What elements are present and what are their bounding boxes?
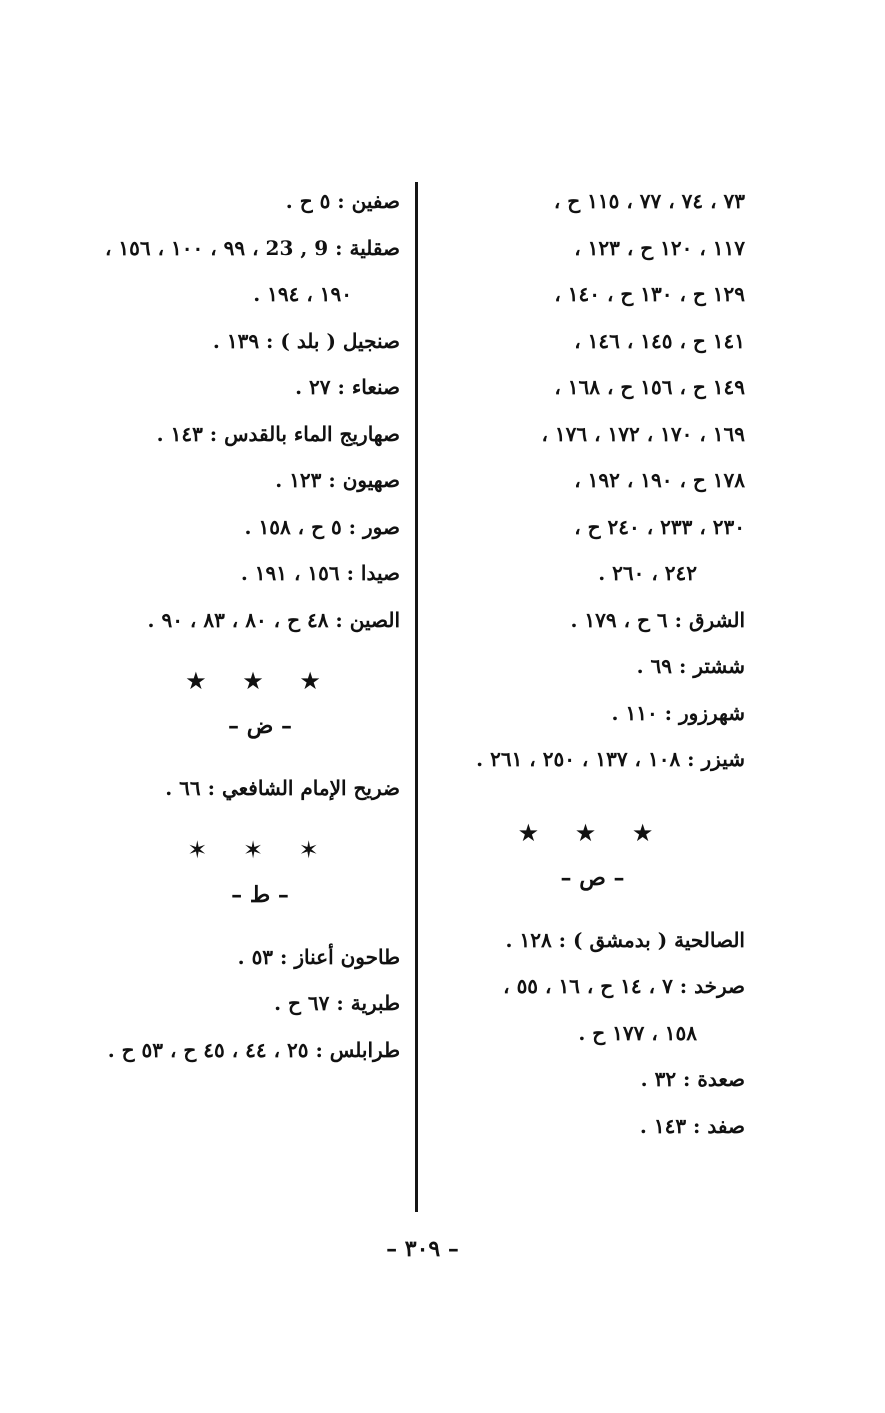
index-entry: صور : ٥ ح ، ١٥٨ . (244, 514, 400, 539)
index-line: ١٤٩ ح ، ١٥٦ ح ، ١٦٨ ، (554, 375, 745, 399)
index-entry: طبرية : ٦٧ ح . (274, 991, 400, 1015)
index-entry: صفين : ٥ ح . (285, 189, 400, 213)
column-divider (415, 182, 418, 1212)
index-entry: طرابلس : ٢٥ ، ٤٤ ، ٤٥ ح ، ٥٣ ح . (107, 1037, 400, 1062)
index-entry: صنجيل ( بلد ) : ١٣٩ . (212, 328, 400, 353)
index-entry: صهيون : ١٢٣ . (275, 468, 400, 492)
index-line: ١٦٩ ، ١٧٠ ، ١٧٢ ، ١٧٦ ، (541, 421, 745, 446)
section-separator-stars: ✶ ✶ ✶ (187, 835, 333, 864)
index-line: ١٢٩ ح ، ١٣٠ ح ، ١٤٠ ، (554, 282, 745, 306)
section-heading-sad: – ص – (560, 864, 625, 891)
index-line: ٢٤٢ ، ٢٦٠ . (598, 561, 697, 585)
index-entry: صعدة : ٣٢ . (640, 1067, 745, 1091)
index-entry: شهرزور : ١١٠ . (611, 700, 745, 725)
index-entry: صيدا : ١٥٦ ، ١٩١ . (240, 561, 400, 585)
index-entry: صنعاء : ٢٧ . (295, 375, 400, 399)
section-heading-dad: – ض – (228, 713, 292, 739)
left-column (90, 178, 400, 1073)
index-line: ١٩٠ ، ١٩٤ . (253, 282, 352, 306)
section-separator-stars: ★ ★ ★ (517, 818, 668, 847)
page-number: – ٣٠٩ – (386, 1236, 459, 1262)
index-line: ١٥٨ ، ١٧٧ ح . (578, 1020, 697, 1045)
index-entry: الصين : ٤٨ ح ، ٨٠ ، ٨٣ ، ٩٠ . (147, 607, 400, 632)
index-entry: ششتر : ٦٩ . (636, 654, 745, 678)
index-entry: الشرق : ٦ ح ، ١٧٩ . (570, 607, 745, 632)
index-entry: ضريح الإمام الشافعي : ٦٦ . (165, 776, 400, 800)
index-entry: صهاريج الماء بالقدس : ١٤٣ . (156, 421, 400, 446)
section-heading-ta: – ط – (231, 881, 289, 908)
index-line: ١٤١ ح ، ١٤٥ ، ١٤٦ ، (574, 328, 745, 353)
index-line: ٢٣٠ ، ٢٣٣ ، ٢٤٠ ح ، (574, 514, 745, 539)
index-entry: صفد : ١٤٣ . (639, 1113, 745, 1138)
index-entry: صقلية : 9 , 23 ، ٩٩ ، ١٠٠ ، ١٥٦ ، (105, 235, 400, 260)
index-entry: طاحون أعناز : ٥٣ . (237, 944, 400, 969)
index-line: ١١٧ ، ١٢٠ ح ، ١٢٣ ، (574, 235, 745, 260)
right-column (440, 178, 745, 1149)
index-line: ٧٣ ، ٧٤ ، ٧٧ ، ١١٥ ح ، (553, 189, 745, 213)
index-entry: صرخد : ٧ ، ١٤ ح ، ١٦ ، ٥٥ ، (503, 974, 745, 998)
index-line: ١٧٨ ح ، ١٩٠ ، ١٩٢ ، (574, 468, 745, 492)
index-entry: الصالحية ( بدمشق ) : ١٢٨ . (505, 927, 745, 952)
section-separator-stars: ★ ★ ★ (185, 667, 335, 695)
index-entry: شيزر : ١٠٨ ، ١٣٧ ، ٢٥٠ ، ٢٦١ . (476, 747, 745, 771)
